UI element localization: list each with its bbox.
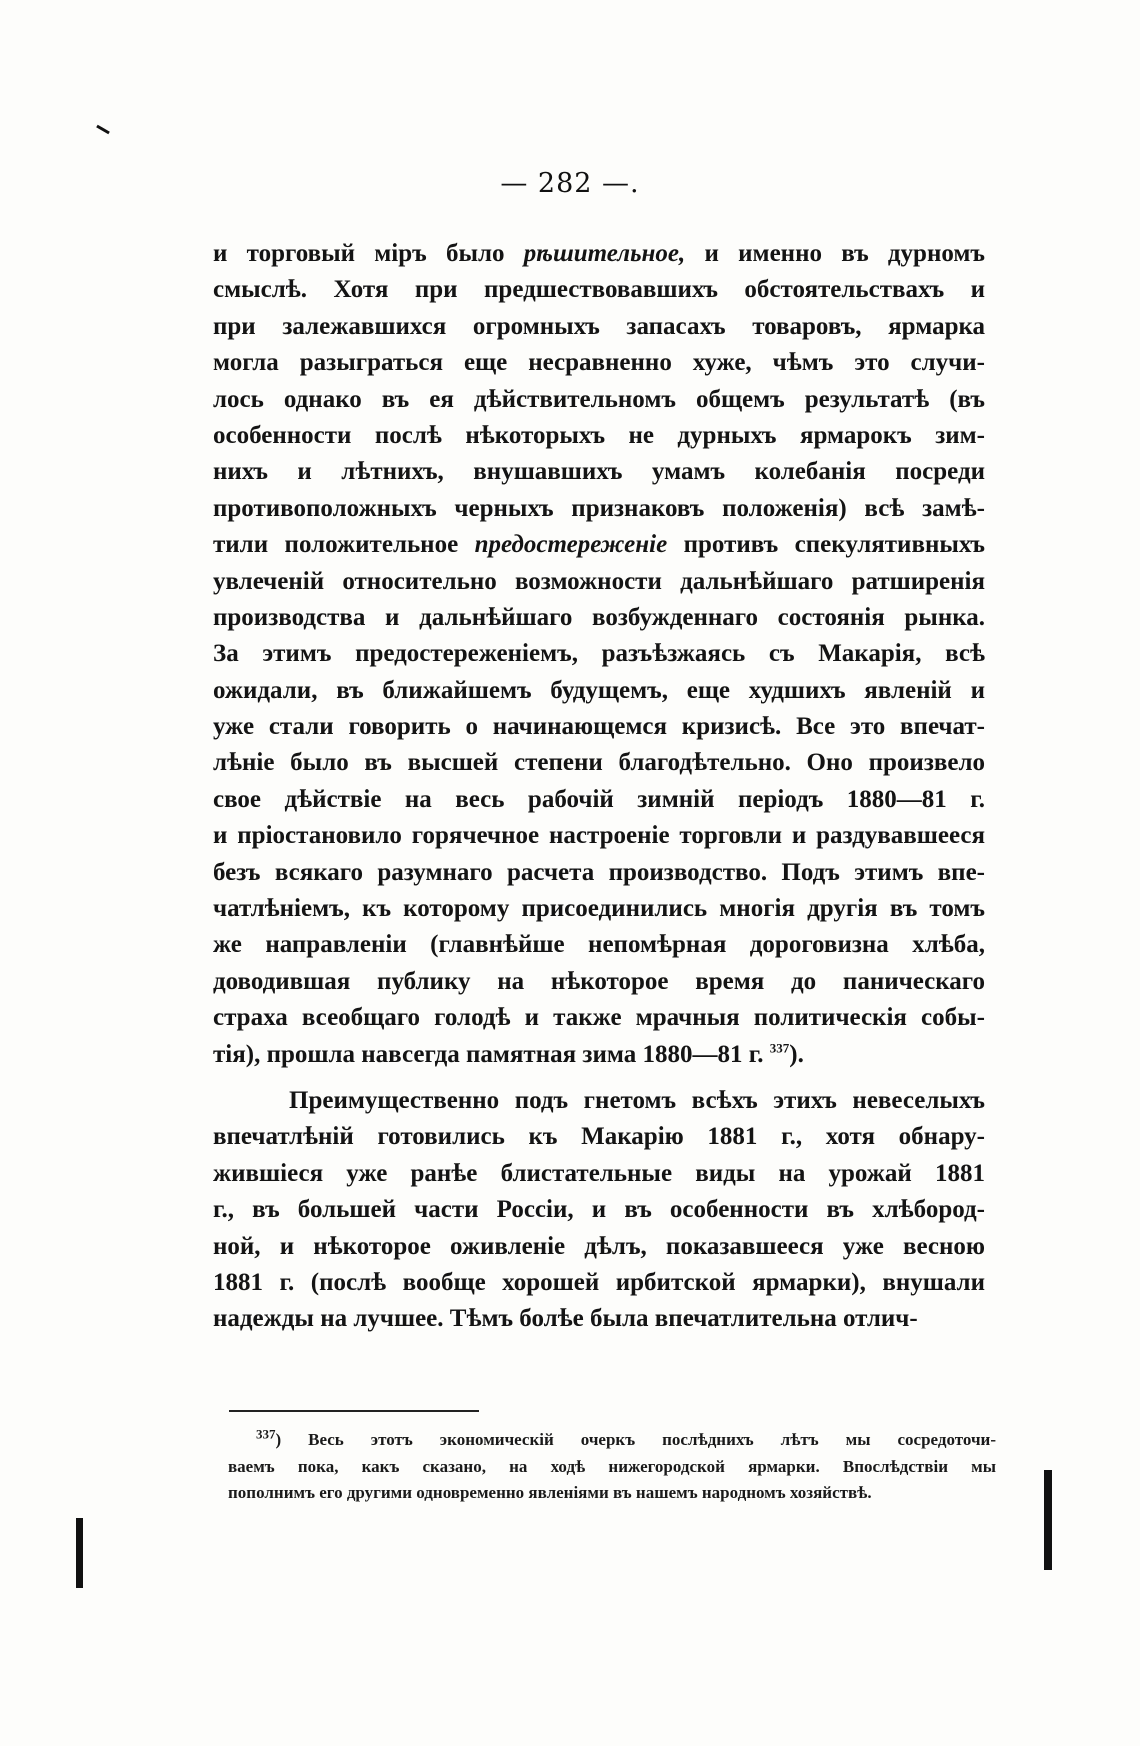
paragraph-1 [213,236,985,1073]
footnote [228,1427,996,1507]
scan-mark [1044,1470,1052,1570]
footnote-divider [229,1410,479,1412]
emphasis: предостереженіе [474,531,668,559]
scan-mark [76,1518,83,1588]
scan-mark [96,125,110,135]
text-line: тили положительное предостереженіе противъ спекулятивныхъ [213,531,985,559]
text-line: впечатлѣній готовились къ Макарію 1881 г., хотя обнару- [213,1123,985,1151]
text-line: и торговый міръ было рѣшительное, и именно въ дурномъ [213,240,985,267]
footnote-line: пополнимъ его другими одновременно явленіями въ нашемъ народномъ хозяйствѣ. [228,1483,872,1502]
text-line: надежды на лучшее. Тѣмъ болѣе была впечатлительна отлич- [213,1305,918,1333]
text-line: противоположныхъ черныхъ признаковъ положенія) всѣ замѣ- [213,494,985,522]
text-line: ной, и нѣкоторое оживленіе дѣлъ, показавшееся уже весною [213,1232,985,1260]
text-line: свое дѣйствіе на весь рабочій зимній періодъ 1880—81 г. [213,785,985,813]
page-number: — 282 —. [500,168,640,199]
text-line: уже стали говорить о начинающемся кризисѣ. Все это впечат- [213,713,985,741]
text-line: же направленіи (главнѣйше непомѣрная дороговизна хлѣба, [213,931,985,959]
text-line: безъ всякаго разумнаго расчета производство. Подъ этимъ впе- [213,858,985,886]
text-line: лось однако въ ея дѣйствительномъ общемъ результатѣ (въ [213,385,985,413]
text-line: нихъ и лѣтнихъ, внушавшихъ умамъ колебанія посреди [213,458,985,486]
text-line: За этимъ предостереженіемъ, разъѣзжаясь съ Макарія, всѣ [213,640,985,668]
text-line: могла разыграться еще несравненно хуже, чѣмъ это случи- [213,349,985,377]
text-line: особенности послѣ нѣкоторыхъ не дурныхъ ярмарокъ зим- [213,421,985,449]
text-line: ожидали, въ ближайшемъ будущемъ, еще худшихъ явленій и [213,676,985,704]
text-line: увлеченій относительно возможности дальнѣйшаго ратширенія [213,567,985,595]
text-line: страха всеобщаго голодѣ и также мрачныя политическія собы- [213,1004,985,1032]
footnote-line: ваемъ пока, какъ сказано, на ходѣ нижегородской ярмарки. Впослѣдствіи мы [228,1456,996,1476]
text-line: и пріостановило горячечное настроеніе торговли и раздувавшееся [213,822,985,850]
paragraph-2 [213,1083,985,1338]
text-line: жившіеся уже ранѣе блистательные виды на урожай 1881 [213,1159,985,1187]
text-line: доводившая публику на нѣкоторое время до паническаго [213,967,985,995]
text-line: Преимущественно подъ гнетомъ всѣхъ этихъ невеселыхъ [289,1086,985,1114]
text-line: г., въ большей части Россіи, и въ особенности въ хлѣбород- [213,1196,985,1224]
text-line: производства и дальнѣйшаго возбужденнаго состоянія рынка. [213,603,985,631]
text-line: 1881 г. (послѣ вообще хорошей ирбитской ярмарки), внушали [213,1268,985,1296]
footnote-line: $^{337}$) Весь этотъ экономическій очеркъ послѣднихъ лѣтъ мы сосредоточи- [256,1426,996,1449]
text-line: при залежавшихся огромныхъ запасахъ товаровъ, ярмарка [213,312,985,340]
footnote-reference: 337 [769,1040,790,1056]
main-text [213,236,985,1338]
footnote-marker: 337 [256,1426,276,1442]
emphasis: рѣшительное, [523,240,686,267]
text-line: тія), прошла навсегда памятная зима 1880—81 г. $^{337}$). [213,1040,804,1068]
text-line: лѣніе было въ высшей степени благодѣтельно. Оно произвело [213,749,985,777]
text-line: чатлѣніемъ, къ которому присоединились многія другія въ томъ [213,895,985,923]
text-line: смыслѣ. Хотя при предшествовавшихъ обстоятельствахъ и [213,276,985,304]
